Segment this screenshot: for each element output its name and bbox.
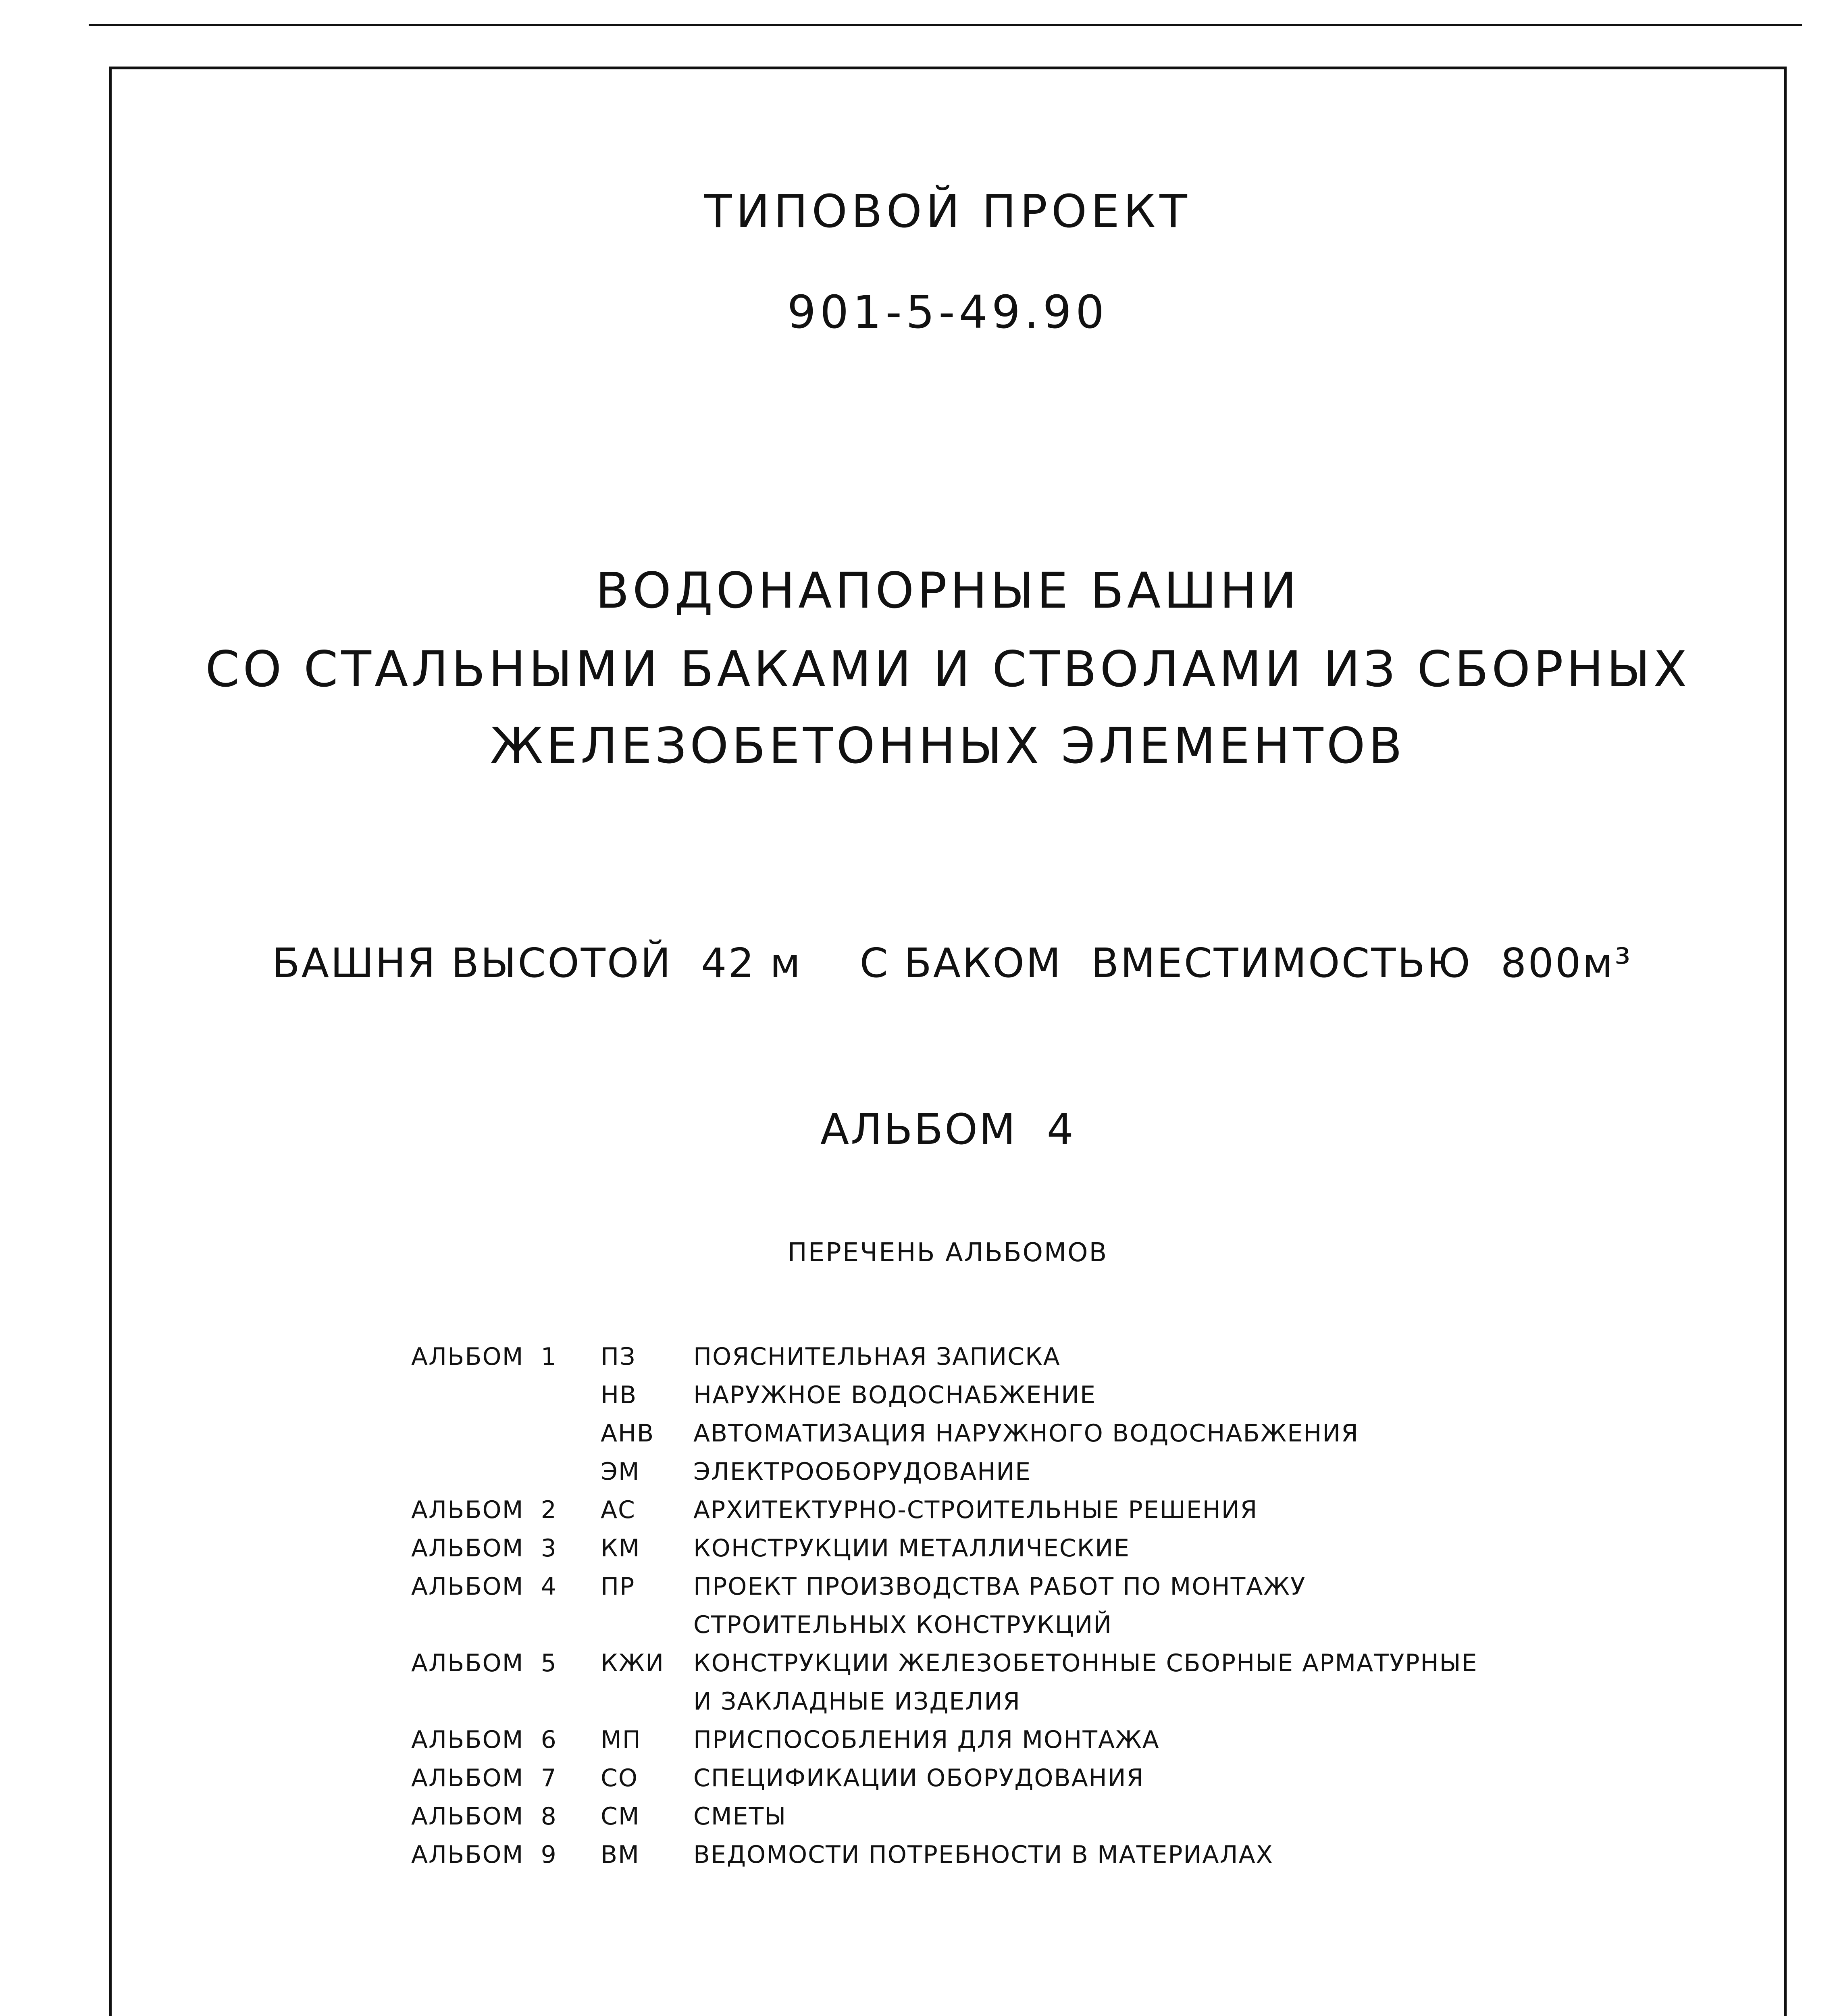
list-item-album: АЛЬБОМ 8 xyxy=(411,1802,557,1831)
list-item-code: МП xyxy=(601,1726,641,1754)
album-label: АЛЬБОМ 4 xyxy=(820,1105,1075,1154)
list-item-title: СПЕЦИФИКАЦИИ ОБОРУДОВАНИЯ xyxy=(693,1764,1144,1792)
project-type-label: ТИПОВОЙ ПРОЕКТ xyxy=(704,185,1191,238)
list-item-title: АРХИТЕКТУРНО-СТРОИТЕЛЬНЫЕ РЕШЕНИЯ xyxy=(693,1496,1258,1524)
list-item-title: ВЕДОМОСТИ ПОТРЕБНОСТИ В МАТЕРИАЛАХ xyxy=(693,1841,1273,1869)
main-title-line-1: ВОДОНАПОРНЫЕ БАШНИ xyxy=(595,562,1300,619)
tower-subtitle: БАШНЯ ВЫСОТОЙ 42 м С БАКОМ ВМЕСТИМОСТЬЮ 800м³ xyxy=(272,939,1632,987)
list-item-album: АЛЬБОМ 9 xyxy=(411,1841,557,1869)
list-item-title: КОНСТРУКЦИИ ЖЕЛЕЗОБЕТОННЫЕ СБОРНЫЕ АРМАТУРНЫЕ xyxy=(693,1649,1478,1677)
project-number: 901-5-49.90 xyxy=(787,286,1109,339)
list-item-title: НАРУЖНОЕ ВОДОСНАБЖЕНИЕ xyxy=(693,1381,1096,1409)
list-item-album: АЛЬБОМ 2 xyxy=(411,1496,557,1524)
list-item-title: И ЗАКЛАДНЫЕ ИЗДЕЛИЯ xyxy=(693,1687,1021,1716)
list-item-code: ПЗ xyxy=(601,1343,636,1371)
list-item-code: СМ xyxy=(601,1802,640,1831)
list-item-title: ПРОЕКТ ПРОИЗВОДСТВА РАБОТ ПО МОНТАЖУ xyxy=(693,1572,1306,1601)
list-item-album: АЛЬБОМ 3 xyxy=(411,1534,557,1562)
list-item-code: КЖИ xyxy=(601,1649,665,1677)
list-item-code: НВ xyxy=(601,1381,637,1409)
list-item-title: СМЕТЫ xyxy=(693,1802,787,1831)
list-item-code: КМ xyxy=(601,1534,641,1562)
list-item-title: КОНСТРУКЦИИ МЕТАЛЛИЧЕСКИЕ xyxy=(693,1534,1130,1562)
list-item-code: СО xyxy=(601,1764,639,1792)
list-item-code: ВМ xyxy=(601,1841,640,1869)
list-item-code: АНВ xyxy=(601,1419,655,1447)
albums-list-heading: ПЕРЕЧЕНЬ АЛЬБОМОВ xyxy=(787,1238,1108,1268)
list-item-album: АЛЬБОМ 1 xyxy=(411,1343,557,1371)
list-item-title: ПРИСПОСОБЛЕНИЯ ДЛЯ МОНТАЖА xyxy=(693,1726,1160,1754)
list-item-album: АЛЬБОМ 5 xyxy=(411,1649,557,1677)
main-title-line-3: ЖЕЛЕЗОБЕТОННЫХ ЭЛЕМЕНТОВ xyxy=(490,717,1406,775)
list-item-album: АЛЬБОМ 6 xyxy=(411,1726,557,1754)
list-item-code: АС xyxy=(601,1496,636,1524)
list-item-title: ЭЛЕКТРООБОРУДОВАНИЕ xyxy=(693,1458,1032,1486)
list-item-code: ЭМ xyxy=(601,1458,640,1486)
list-item-title: ПОЯСНИТЕЛЬНАЯ ЗАПИСКА xyxy=(693,1343,1061,1371)
list-item-code: ПР xyxy=(601,1572,635,1601)
main-title-line-2: СО СТАЛЬНЫМИ БАКАМИ И СТВОЛАМИ ИЗ СБОРНЫХ xyxy=(205,641,1690,698)
list-item-album: АЛЬБОМ 4 xyxy=(411,1572,557,1601)
list-item-album: АЛЬБОМ 7 xyxy=(411,1764,557,1792)
list-item-title: СТРОИТЕЛЬНЫХ КОНСТРУКЦИЙ xyxy=(693,1611,1113,1639)
list-item-title: АВТОМАТИЗАЦИЯ НАРУЖНОГО ВОДОСНАБЖЕНИЯ xyxy=(693,1419,1359,1447)
